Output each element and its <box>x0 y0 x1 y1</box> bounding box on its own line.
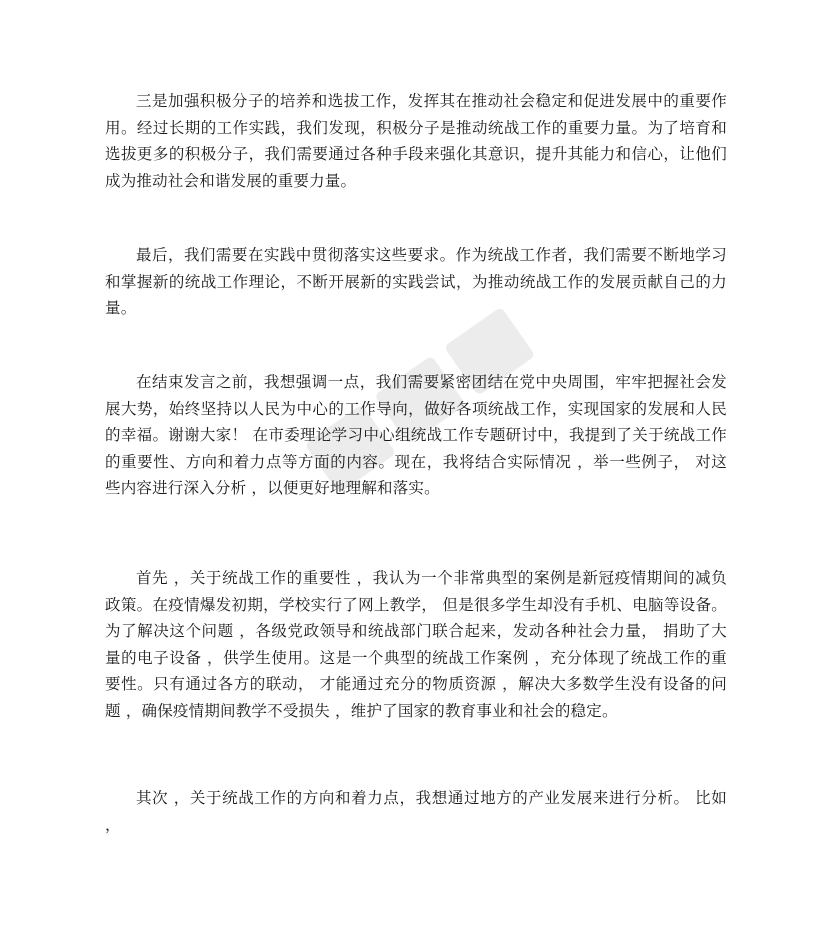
paragraph-first-importance: 首先 ，关于统战工作的重要性 ，我认为一个非常典型的案例是新冠疫情期间的减负政策。在疫情爆发初期，学校实行了网上教学， 但是很多学生却没有手机、电脑等设备。为了解决这个问题 ，各级党政领导和统战部门联合起来，发动各种社会力量， 捐助了大量的电子设备 ，供学生使用。这是一个典型的统战工作案例 ，充分体现了统战工作的重要性。只有通过各方的联动， 才能通过充分的物质资源 ，解决大多数学生没有设备的问题 ，确保疫情期间教学不受损失 ，维护了国家的教育事业和社会的稳定。 <box>105 569 727 720</box>
paragraph-second-direction: 其次 ，关于统战工作的方向和着力点，我想通过地方的产业发展来进行分析。 比如 ， <box>105 789 727 834</box>
paragraph-closing-remarks: 在结束发言之前，我想强调一点，我们需要紧密团结在党中央周围，牢牢把握社会发展大势，始终坚持以人民为中心的工作导向，做好各项统战工作，实现国家的发展和人民的幸福。谢谢大家！ 在市委理论学习中心组统战工作专题研讨中，我提到了关于统战工作的重要性、方向和着力点等方面的内容。现在，我将结合实际情况 ，举一些例子， 对这些内容进行深入分析 ，以便更好地理解和落实。 <box>105 373 727 497</box>
paragraph-activists: 三是加强积极分子的培养和选拔工作，发挥其在推动社会稳定和促进发展中的重要作用。经过长期的工作实践，我们发现，积极分子是推动统战工作的重要力量。为了培育和选拔更多的积极分子，我们需要通过各种手段来强化其意识，提升其能力和信心，让他们成为推动社会和谐发展的重要力量。 <box>105 92 727 190</box>
paragraph-finally: 最后，我们需要在实践中贯彻落实这些要求。作为统战工作者，我们需要不断地学习和掌握新的统战工作理论，不断开展新的实践尝试，为推动统战工作的发展贡献自己的力量。 <box>105 246 727 317</box>
